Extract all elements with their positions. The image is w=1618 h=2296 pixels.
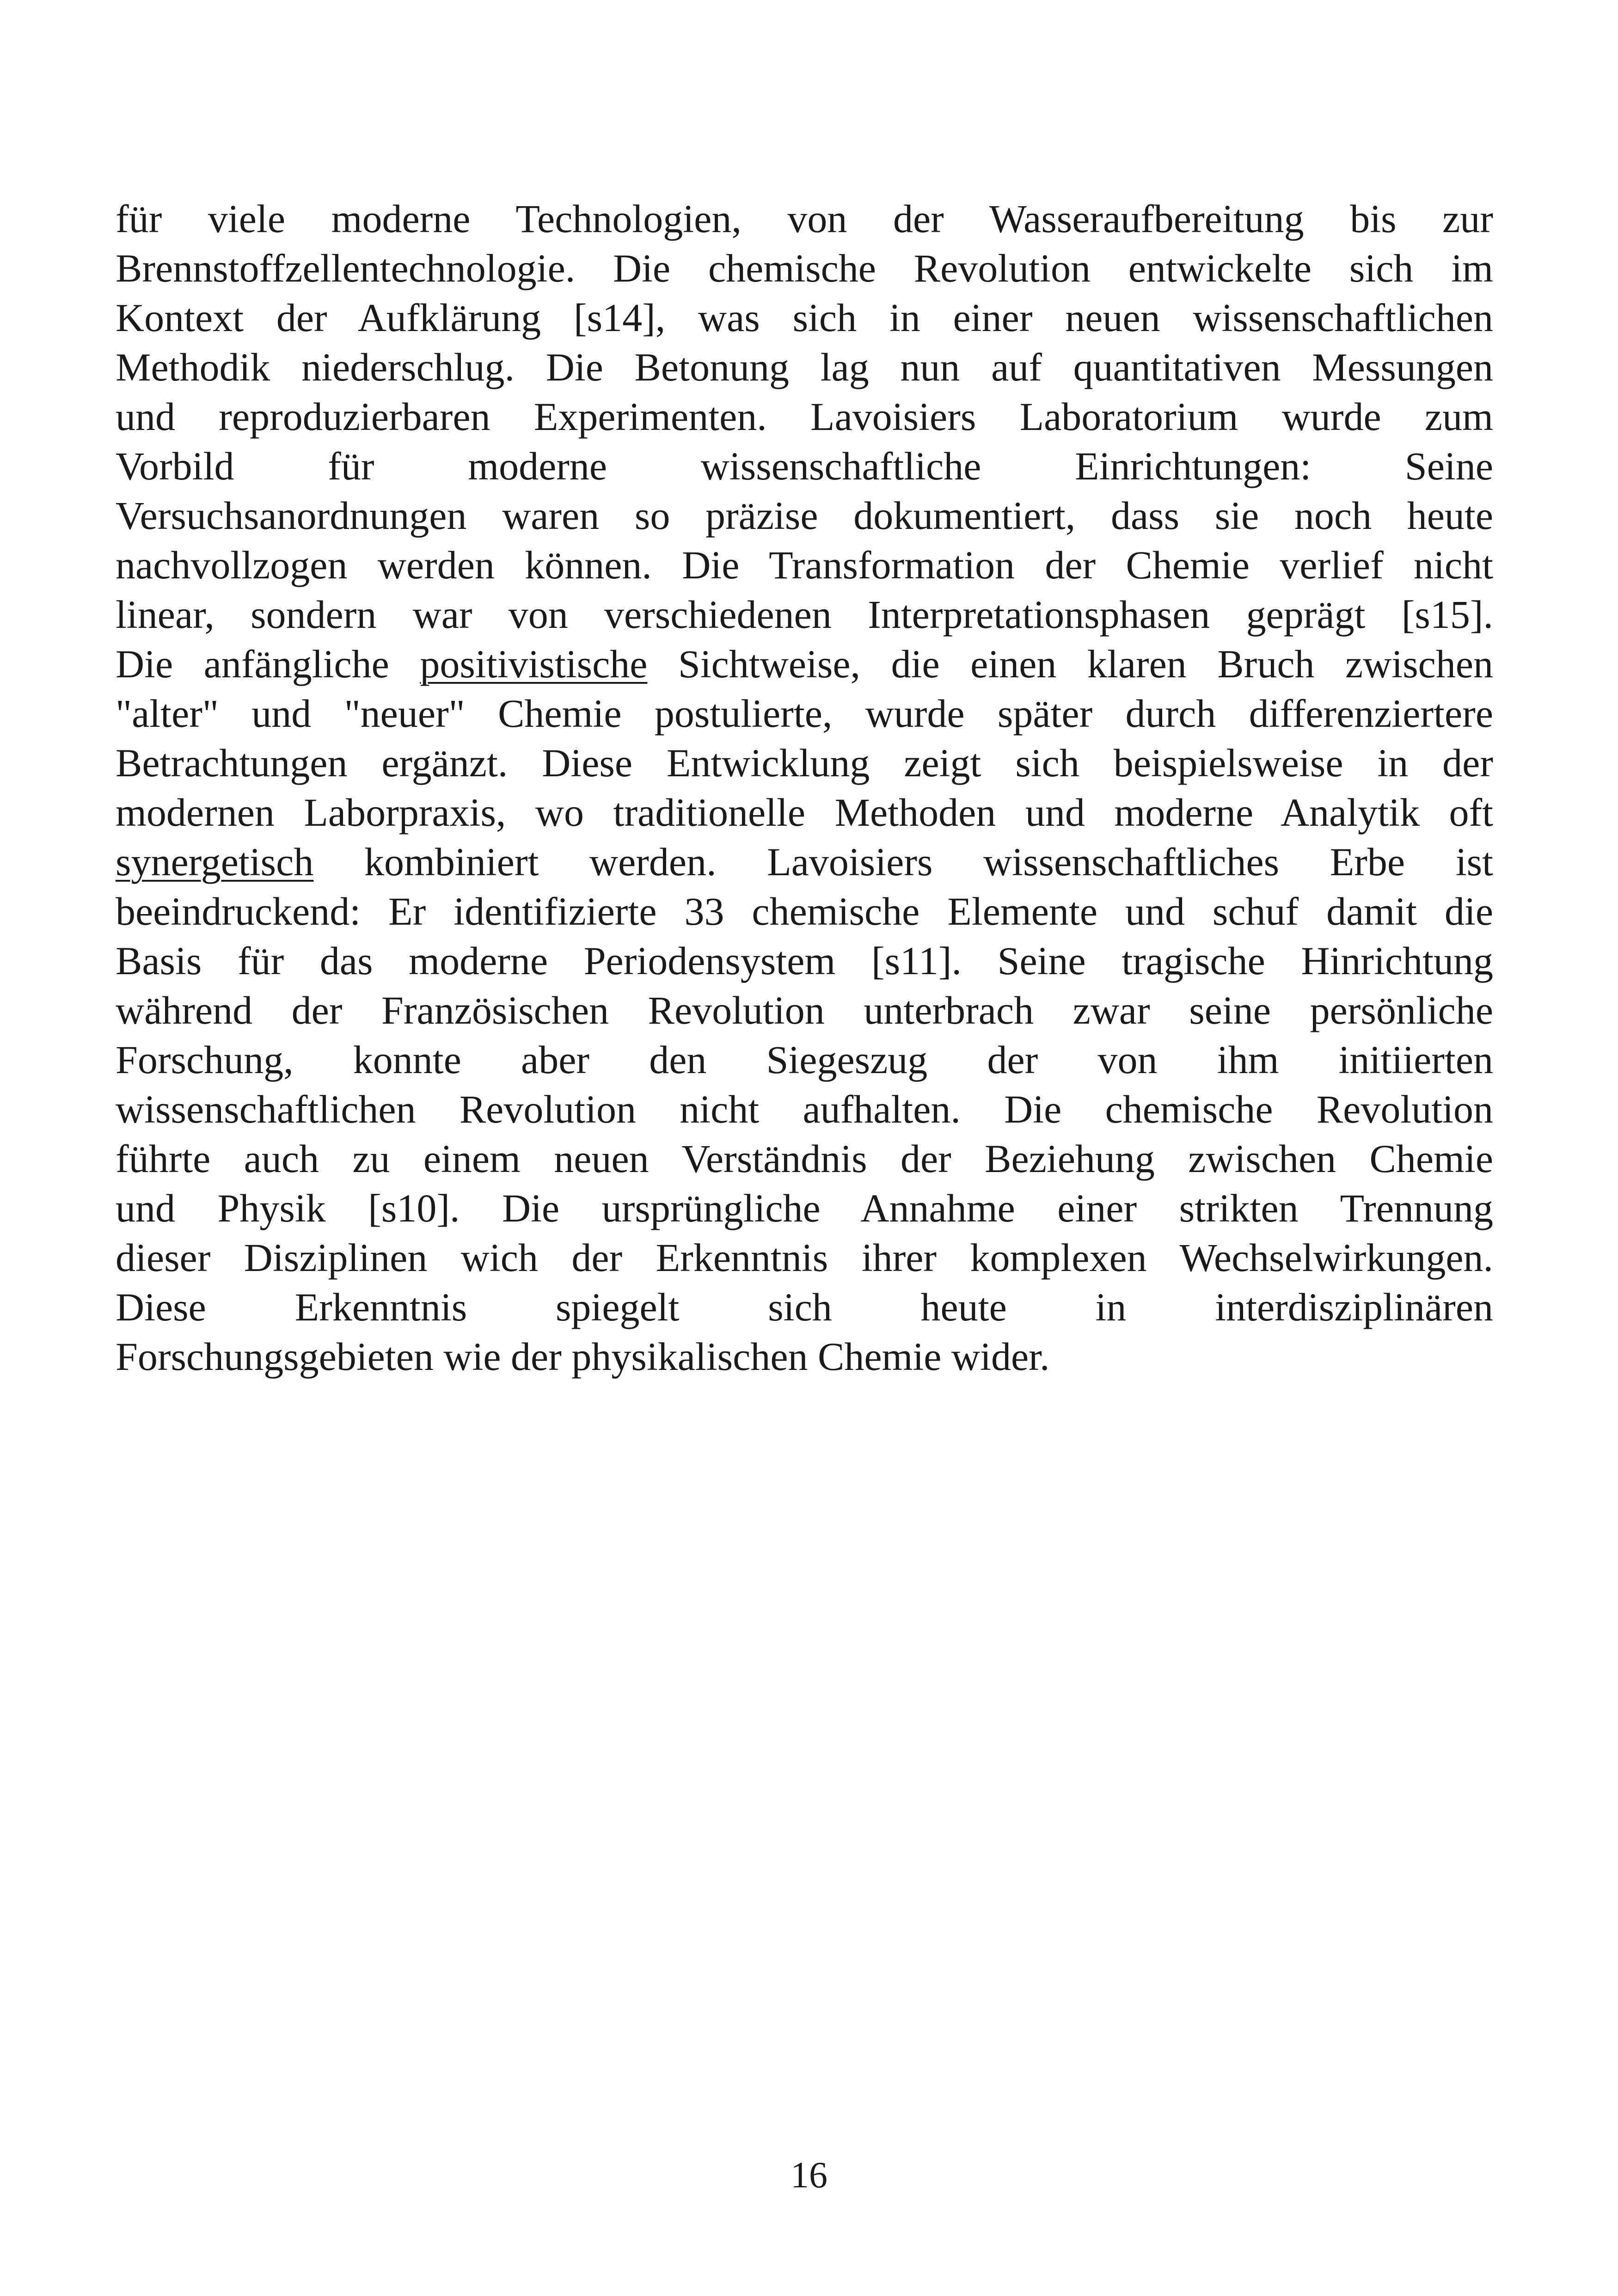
text-line: Kontext der Aufklärung [s14], was sich in einer neuen wissenschaftlichen [116, 295, 1493, 340]
text-segment: kombiniert werden. Lavoisiers wissenschaftliches Erbe ist [313, 840, 1493, 884]
text-line: linear, sondern war von verschiedenen Interpretationsphasen geprägt [s15]. [116, 592, 1493, 637]
text-line: Forschungsgebieten wie der physikalischen Chemie wider. [116, 1334, 1050, 1379]
underlined-term: synergetisch [116, 840, 314, 884]
body-paragraph [116, 194, 1493, 1381]
text-line: während der Französischen Revolution unterbrach zwar seine persönliche [116, 988, 1493, 1032]
text-segment: Die anfängliche [116, 642, 420, 686]
text-line: beeindruckend: Er identifizierte 33 chemische Elemente und schuf damit die [116, 889, 1493, 933]
text-line: Versuchsanordnungen waren so präzise dokumentiert, dass sie noch heute [116, 493, 1493, 538]
text-line: und Physik [s10]. Die ursprüngliche Annahme einer strikten Trennung [116, 1186, 1493, 1230]
text-line: Methodik niederschlug. Die Betonung lag nun auf quantitativen Messungen [116, 345, 1493, 389]
text-line: wissenschaftlichen Revolution nicht aufhalten. Die chemische Revolution [116, 1087, 1493, 1131]
page-number: 16 [791, 2155, 827, 2196]
text-line: Betrachtungen ergänzt. Diese Entwicklung zeigt sich beispielsweise in der [116, 741, 1493, 785]
text-line: Diese Erkenntnis spiegelt sich heute in interdisziplinären [116, 1285, 1493, 1329]
text-line: Forschung, konnte aber den Siegeszug der von ihm initiierten [116, 1037, 1493, 1082]
text-line [116, 837, 1493, 887]
text-line: Vorbild für moderne wissenschaftliche Einrichtungen: Seine [116, 444, 1493, 488]
text-line: Basis für das moderne Periodensystem [s11]. Seine tragische Hinrichtung [116, 939, 1493, 983]
text-line: nachvollzogen werden können. Die Transformation der Chemie verlief nicht [116, 543, 1493, 587]
text-segment: Sichtweise, die einen klaren Bruch zwischen [647, 642, 1493, 686]
text-line: führte auch zu einem neuen Verständnis der Beziehung zwischen Chemie [116, 1136, 1493, 1181]
underlined-term: positivistische [420, 642, 648, 686]
text-line: dieser Disziplinen wich der Erkenntnis ihrer komplexen Wechselwirkungen. [116, 1235, 1493, 1280]
text-line: Brennstoffzellentechnologie. Die chemische Revolution entwickelte sich im [116, 246, 1493, 290]
text-line: "alter" und "neuer" Chemie postulierte, wurde später durch differenziertere [116, 691, 1493, 736]
text-line: für viele moderne Technologien, von der Wasseraufbereitung bis zur [116, 196, 1493, 241]
text-line: modernen Laborpraxis, wo traditionelle Methoden und moderne Analytik oft [116, 790, 1493, 835]
text-line [116, 639, 1493, 689]
text-line: und reproduzierbaren Experimenten. Lavoisiers Laboratorium wurde zum [116, 394, 1493, 439]
